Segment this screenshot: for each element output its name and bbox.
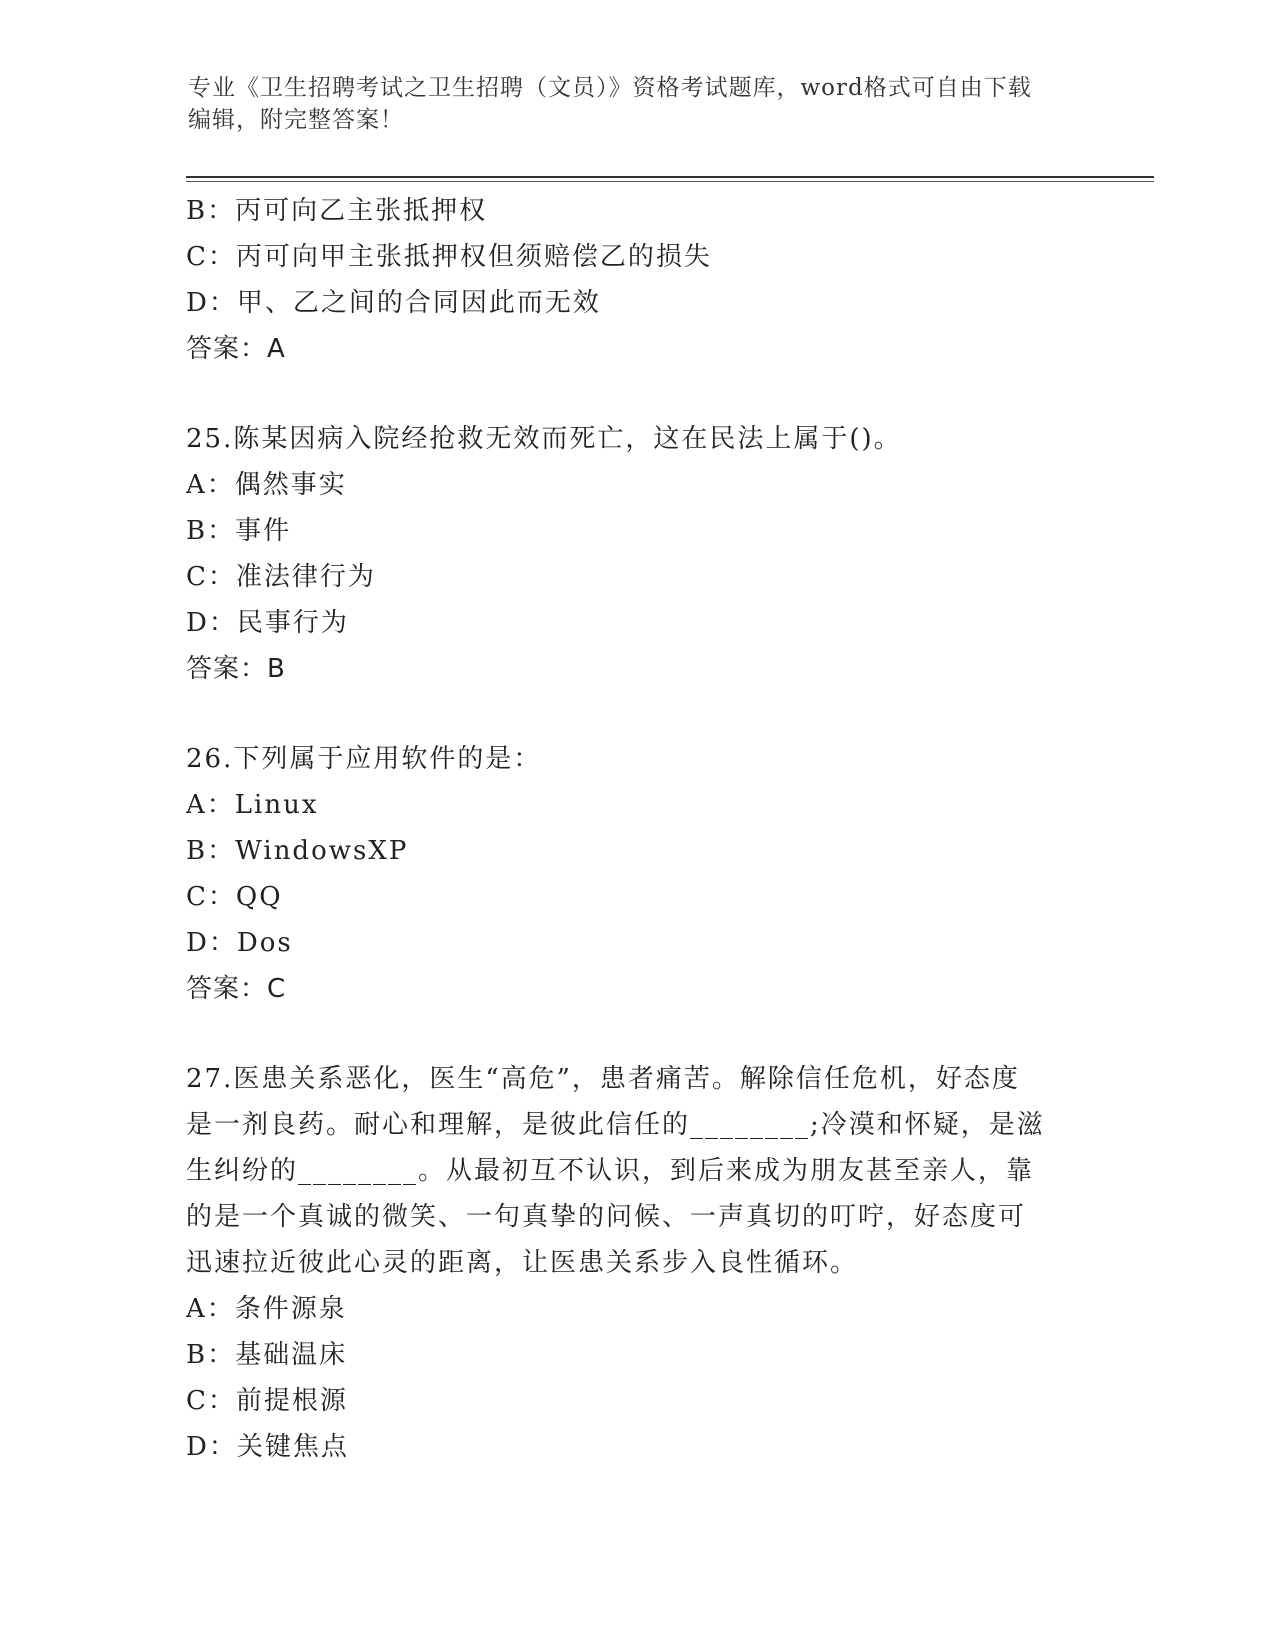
option-d: D：Dos	[186, 928, 293, 958]
header-divider-thin	[186, 181, 1154, 182]
document-header	[188, 72, 1068, 136]
option-c: C：前提根源	[186, 1386, 348, 1416]
option-a: A：条件源泉	[186, 1294, 347, 1324]
question-26-block	[186, 736, 1086, 1012]
option-c: C：丙可向甲主张抵押权但须赔偿乙的损失	[186, 242, 712, 272]
header-line-1: 专业《卫生招聘考试之卫生招聘（文员）》资格考试题库，word格式可自由下载	[188, 75, 1032, 101]
option-d: D：甲、乙之间的合同因此而无效	[186, 288, 601, 318]
option-b: B：丙可向乙主张抵押权	[186, 196, 488, 226]
answer-line: 答案：B	[186, 654, 286, 684]
option-a: A：Linux	[186, 790, 319, 820]
question-text-line: 是一剂良药。耐心和理解，是彼此信任的________;冷漠和怀疑，是滋	[186, 1110, 1045, 1140]
question-25-block	[186, 416, 1086, 692]
header-line-2: 编辑，附完整答案！	[188, 107, 404, 133]
option-b: B：WindowsXP	[186, 836, 409, 866]
option-c: C：准法律行为	[186, 562, 376, 592]
option-d: D：关键焦点	[186, 1432, 349, 1462]
question-text-line: 生纠纷的________。从最初互不认识，到后来成为朋友甚至亲人，靠	[186, 1156, 1035, 1186]
question-text: 26.下列属于应用软件的是：	[186, 744, 542, 774]
question-text-line: 的是一个真诚的微笑、一句真挚的问候、一声真切的叮咛，好态度可	[186, 1202, 1027, 1232]
question-text: 25.陈某因病入院经抢救无效而死亡，这在民法上属于()。	[186, 424, 902, 454]
question-24-block	[186, 188, 1086, 372]
header-divider-thick	[186, 176, 1154, 178]
question-text-line: 27.医患关系恶化，医生“高危”，患者痛苦。解除信任危机，好态度	[186, 1064, 1020, 1094]
option-b: B：基础温床	[186, 1340, 348, 1370]
answer-line: 答案：C	[186, 974, 287, 1004]
option-d: D：民事行为	[186, 608, 349, 638]
question-text-line: 迅速拉近彼此心灵的距离，让医患关系步入良性循环。	[186, 1248, 859, 1278]
question-27-block	[186, 1056, 1086, 1470]
option-a: A：偶然事实	[186, 470, 347, 500]
option-b: B：事件	[186, 516, 292, 546]
answer-line: 答案：A	[186, 334, 286, 364]
option-c: C：QQ	[186, 882, 283, 912]
question-content	[186, 188, 1086, 1470]
